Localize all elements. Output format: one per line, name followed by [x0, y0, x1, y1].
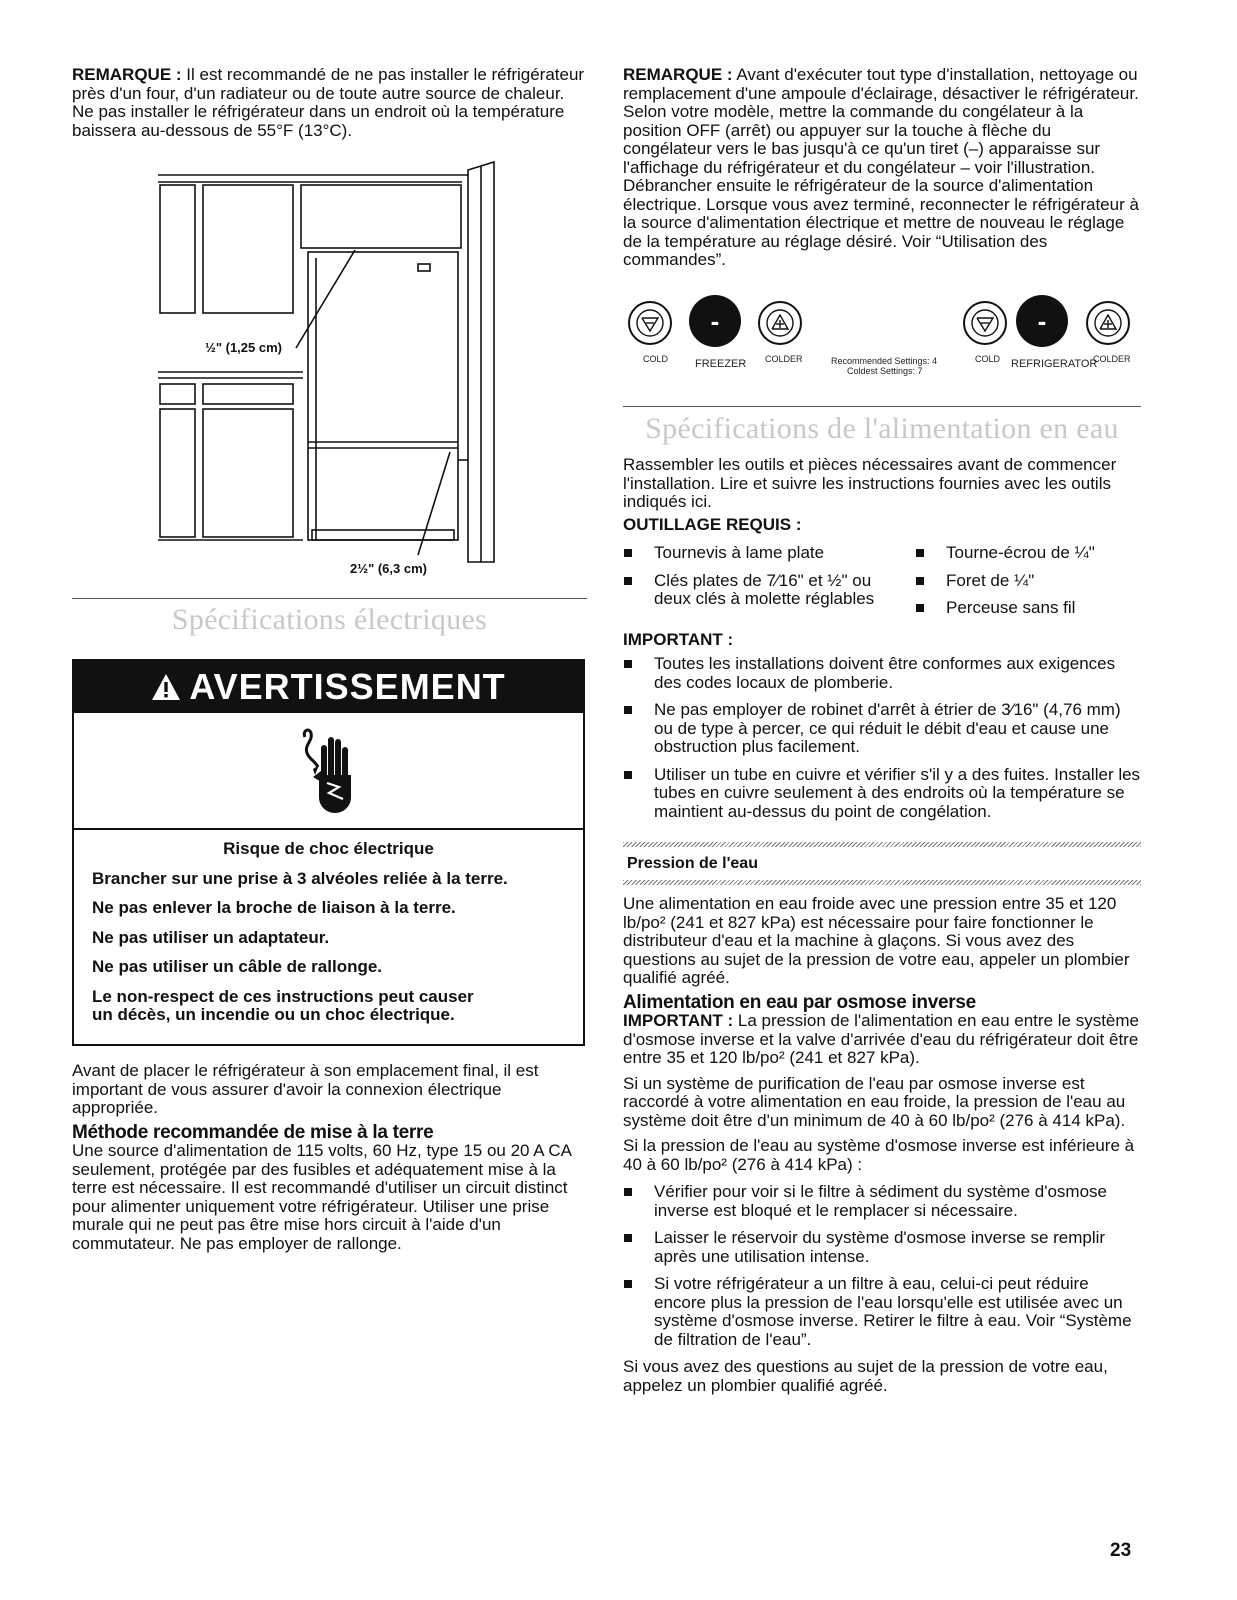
list-item: Perceuse sans fil [915, 599, 1140, 618]
warning-text [74, 830, 583, 1025]
shock-hazard-area [74, 713, 583, 830]
water-section-title: Spécifications de l'alimentation en eau [645, 412, 1119, 445]
warning-line: Le non-respect de ces instructions peut causer un décès, un incendie ou un choc électrique. [92, 986, 474, 1024]
list-item: Si votre réfrigérateur a un filtre à eau, celui-ci peut réduire encore plus la pression de l'eau lorsqu'elle est utilisée avec un système d'osmose inverse. Retirer le filtre à eau. Voir “Système de filtration de l'eau”. [623, 1275, 1143, 1349]
placement-paragraph: Avant de placer le réfrigérateur à son emplacement final, il est important de vous assurer d'avoir la connexion électrique appropriée. [72, 1061, 539, 1117]
pressure-heading-bar [623, 842, 1141, 886]
list-item: Tourne-écrou de ¼" [915, 544, 1140, 563]
grounding-paragraph: Une source d'alimentation de 115 volts, 60 Hz, type 15 ou 20 A CA seulement, protégée par des fusibles et adéquatement mise à la terre est nécessaire. Il est recommandé d'utiliser un circuit distinct pour alimenter uniquement votre réfrigérateur. Utiliser une prise murale qui ne peut pas être mise hors circuit à l'aide d'un commutateur. Ne pas employer de rallonge. [72, 1141, 572, 1253]
electrical-section-title: Spécifications électriques [171, 603, 488, 636]
warning-header: AVERTISSEMENT [74, 661, 583, 713]
ro-heading: Alimentation en eau par osmose inverse [623, 991, 976, 1013]
freezer-cold-label: COLD [643, 354, 669, 364]
top-clearance-label: ½" (1,25 cm) [205, 340, 282, 355]
refrigerator-label: REFRIGERATOR [1011, 358, 1098, 370]
refrigerator-colder-label: COLDER [1093, 354, 1131, 364]
right-note: REMARQUE : Avant d'exécuter tout type d'installation, nettoyage ou remplacement d'une ampoule d'éclairage, désactiver le réfrigérateur. Selon votre modèle, mettre la commande du congélateur à la position OFF (arrêt) ou appuyer sur la touche à flèche du congélateur vers le bas jusqu'à ce qu'un tiret (–) apparaisse sur l'affichage du réfrigérateur et du congélateur – voir l'illustration. Débrancher ensuite le réfrigérateur de la source d'alimentation électrique. Lorsque vous avez terminé, reconnecter le réfrigérateur à la source d'alimentation électrique et mettre de nouveau le réglage de la température au réglage désiré. Voir “Utilisation des commandes”. [623, 65, 1139, 269]
warning-triangle-icon [151, 673, 181, 701]
refrigerator-cold-button[interactable] [963, 301, 1007, 345]
right-column [623, 66, 1143, 270]
page-number: 23 [1110, 1540, 1132, 1561]
left-lower-text [72, 1062, 587, 1253]
up-arrow-icon [1088, 303, 1128, 343]
section-divider-left [72, 598, 587, 599]
control-panel-illustration [623, 295, 1143, 375]
list-item: Clés plates de 7⁄16" et ½" ou deux clés à molette réglables [623, 572, 915, 609]
warning-line: Ne pas utiliser un adaptateur. [92, 927, 330, 947]
down-arrow-icon [630, 303, 670, 343]
list-item: Utiliser un tube en cuivre et vérifier s'il y a des fuites. Installer les tubes en cuivre seulement à des endroits où la température se maintient au-dessus du point de congélation. [623, 766, 1143, 822]
tools-list-left [623, 544, 915, 627]
freezer-display: - [689, 295, 741, 347]
warning-risk: Risque de choc électrique [223, 839, 434, 858]
hatch-rule [623, 842, 1141, 847]
section-divider-right [623, 406, 1141, 407]
coldest-settings: Coldest Settings: 7 [847, 366, 923, 376]
refrigerator-colder-button[interactable] [1086, 301, 1130, 345]
tools-list [623, 544, 1143, 627]
freezer-colder-label: COLDER [765, 354, 803, 364]
left-column [72, 66, 587, 140]
electric-shock-hand-icon [299, 723, 359, 818]
warning-line: Brancher sur une prise à 3 alvéoles reliée à la terre. [92, 868, 508, 888]
ro-list [623, 1183, 1143, 1349]
pressure-paragraph: Une alimentation en eau froide avec une pression entre 35 et 120 lb/po² (241 et 827 kPa) est nécessaire pour faire fonctionner le distributeur d'eau et la machine à glaçons. Si vous avez des questions au sujet de la pression de votre eau, appeler un plombier qualifié agréé. [623, 894, 1130, 987]
ro-important: IMPORTANT : La pression de l'alimentation en eau entre le système d'osmose inverse et la valve d'arrivée d'eau du réfrigérateur doit être entre 35 et 120 lb/po² (241 et 827 kPa). [623, 1011, 1139, 1067]
water-intro: Rassembler les outils et pièces nécessaires avant de commencer l'installation. Lire et suivre les instructions fournies avec les outils indiqués ici. [623, 455, 1117, 511]
refrigerator-display: - [1016, 295, 1068, 347]
list-item: Laisser le réservoir du système d'osmose inverse se remplir après une utilisation intense. [623, 1229, 1143, 1266]
freezer-label: FREEZER [695, 358, 747, 370]
tools-heading: OUTILLAGE REQUIS : [623, 514, 802, 534]
list-item: Toutes les installations doivent être conformes aux exigences des codes locaux de plomberie. [623, 655, 1143, 692]
grounding-heading: Méthode recommandée de mise à la terre [72, 1121, 434, 1143]
hatch-rule [623, 880, 1141, 885]
warning-line: Ne pas utiliser un câble de rallonge. [92, 957, 383, 976]
refrigerator-clearance-figure [150, 160, 500, 580]
pressure-heading: Pression de l'eau [627, 855, 758, 872]
warning-box [72, 659, 585, 1046]
tools-list-right [915, 544, 1140, 627]
important-list [623, 655, 1143, 821]
list-item: Ne pas employer de robinet d'arrêt à étrier de 3⁄16" (4,76 mm) ou de type à percer, ce qui réduit le débit d'eau et cause une obstruction plus facilement. [623, 701, 1143, 757]
list-item: Foret de ¼" [915, 572, 1140, 591]
warning-line: Ne pas enlever la broche de liaison à la terre. [92, 898, 456, 917]
list-item: Vérifier pour voir si le filtre à sédiment du système d'osmose inverse est bloqué et le remplacer si nécessaire. [623, 1183, 1143, 1220]
bottom-clearance-label: 2½" (6,3 cm) [350, 561, 427, 576]
refrigerator-cold-label: COLD [975, 354, 1001, 364]
down-arrow-icon [965, 303, 1005, 343]
pressure-block [623, 895, 1143, 1395]
ro-paragraph-1: Si un système de purification de l'eau par osmose inverse est raccordé à votre alimentation en eau froide, la pression de l'eau au système doit être d'un minimum de 40 à 60 lb/po² (276 à 414 kPa). [623, 1073, 1126, 1130]
ro-paragraph-2: Si la pression de l'eau au système d'osmose inverse est inférieure à 40 à 60 lb/po² (276 à 414 kPa) : [623, 1136, 1135, 1174]
up-arrow-icon [760, 303, 800, 343]
list-item: Tournevis à lame plate [623, 544, 915, 563]
important-heading: IMPORTANT : [623, 629, 734, 649]
freezer-cold-button[interactable] [628, 301, 672, 345]
water-spec-block [623, 456, 1143, 830]
ro-closing: Si vous avez des questions au sujet de la pression de votre eau, appelez un plombier qualifié agréé. [623, 1357, 1108, 1395]
recommended-settings: Recommended Settings: 4 [831, 356, 938, 366]
left-note: REMARQUE : Il est recommandé de ne pas installer le réfrigérateur près d'un four, d'un radiateur ou de toute autre source de chaleur. Ne pas installer le réfrigérateur dans un endroit où la température baissera au-dessous de 55°F (13°C). [72, 65, 585, 140]
freezer-colder-button[interactable] [758, 301, 802, 345]
